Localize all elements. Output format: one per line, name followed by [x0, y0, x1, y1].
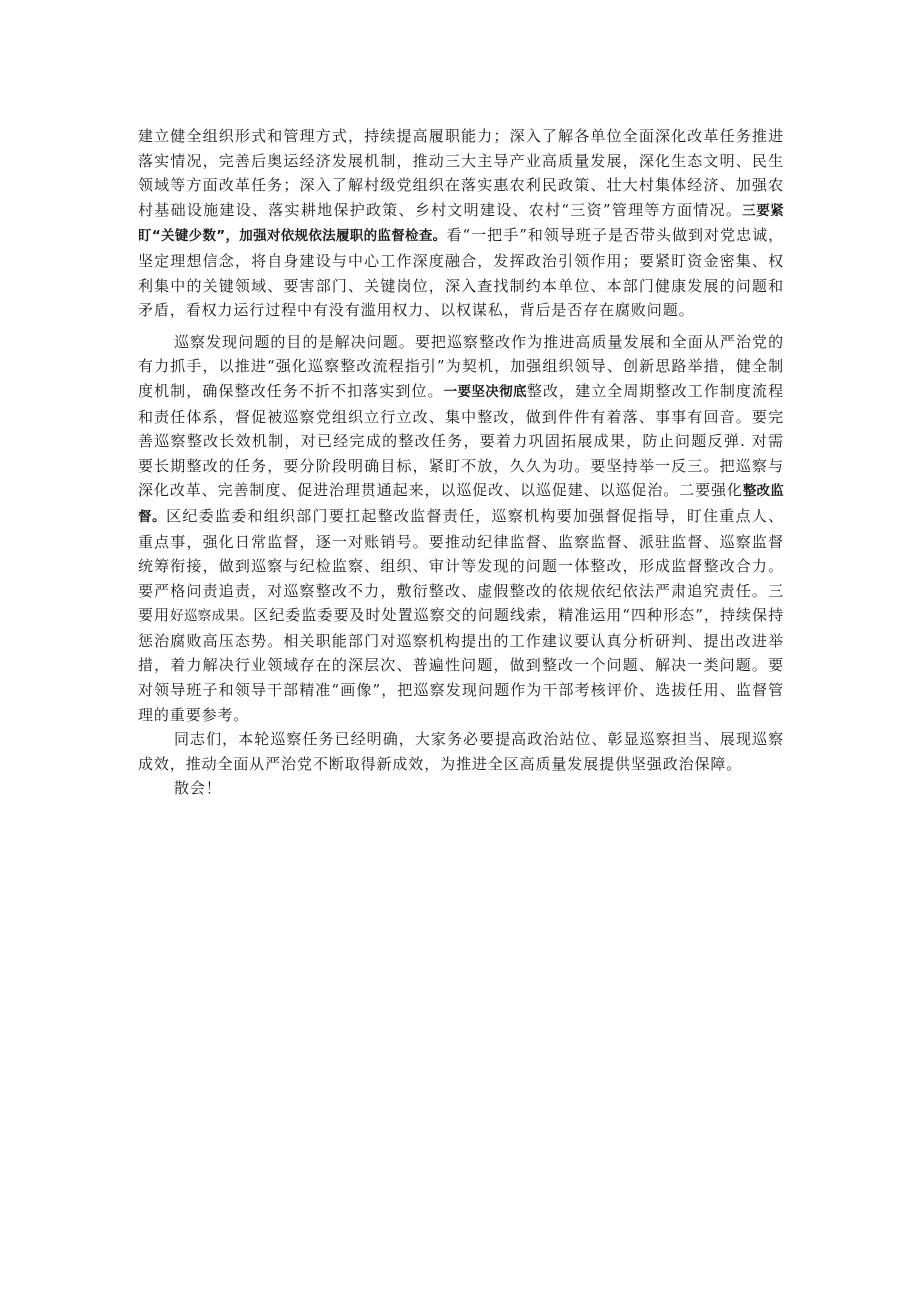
key-point-sans: 好巡察成果。 [170, 608, 254, 625]
paragraph-text: 区纪委监委要及时处置巡察交的问题线索，精准运用“四种形态”，持续保持惩治腐败高压态势。相关职能部门对巡察机构提出的工作建议要认真分析研判、提出改进举措，着力解决行业领域存在的深层次、普遍性问题，做到整改一个问题、解决一类问题。要对领导班子和领导干部精准“画像”，把巡察发现问题作为干部考核评价、选拔任用、监督管理的重要参考。 [138, 606, 784, 724]
key-point-bold: 三要紧盯“关键少数”，加强对依规依法履职的监督检查。 [138, 202, 784, 245]
key-point-bold: 整改监督。 [138, 483, 784, 525]
paragraph-text: 建立健全组织形式和管理方式，持续提高履职能力；深入了解各单位全面深化改革任务推进落实情况，完善后奥运经济发展机制，推动三大主导产业高质量发展，深化生态文明、民生领域等方面改革任务；深入了解村级党组织在落实惠农利民政策、壮大村集体经济、加强农村基础设施建设、落实耕地保护政策、乡村文明建设、农村“三资”管理等方面情况。 [138, 127, 784, 219]
paragraph-adjourn: 散会！ [174, 779, 222, 798]
paragraph-text: 区纪委监委和组织部门要扛起整改监督责任，巡察机构要加强督促指导，盯住重点人、重点事，强化日常监督，逐一对账销号。要推动纪律监督、监察监督、派驻监督、巡察监督统筹衔接，做到巡察与纪检监察、组织、审计等发现的问题一体整改，形成监督整改合力。要严格问责追责，对巡察整改不力，敷衍整改、虚假整改的依规依纪依法严肃追究责任。三要用 [138, 506, 784, 625]
paragraph-rectification [138, 330, 784, 728]
key-point-bold: 一要坚决彻底 [443, 383, 527, 400]
paragraph-text: 看“一把手”和领导班子是否带头做到对党忠诚，坚定理想信念，将自身建设与中心工作深度融合，发挥政治引领作用；要紧盯资金密集、权利集中的关键领域、要害部门、关键岗位，深入查找制约本单位、本部门健康发展的问题和矛盾，看权力运行过程中有没有滥用权力、以权谋私，背后是否存在腐败问题。 [138, 226, 784, 320]
paragraph-closing: 同志们，本轮巡察任务已经明确，大家务必要提高政治站位、彰显巡察担当、展现巡察成效，推动全面从严治党不断取得新成效，为推进全区高质量发展提供坚强政治保障。 [138, 730, 784, 773]
paragraph-text: 巡察发现问题的目的是解决问题。要把巡察整改作为推进高质量发展和全面从严治党的有力抓手，以推进“强化巡察整改流程指引”为契机，加强组织领导、创新思路举措，健全制度机制，确保整改任务不折不扣落实到位。 [138, 332, 784, 400]
paragraph-text: 整改，建立全周期整改工作制度流程和责任体系，督促被巡察党组织立行立改、集中整改，做到件件有着落、事事有回音。要完善巡察整改长效机制，对已经完成的整改任务，要着力巩固拓展成果，防止问题反弹. 对需要长期整改的任务，要分阶段明确目标，紧盯不放，久久为功。要坚持举一反三。把巡察与深化改革、完善制度、促进治理贯通起来，以巡促改、以巡促建、以巡促治。二要强化 [138, 381, 784, 500]
document-body [138, 124, 784, 801]
paragraph-inspection-focus [138, 124, 784, 323]
